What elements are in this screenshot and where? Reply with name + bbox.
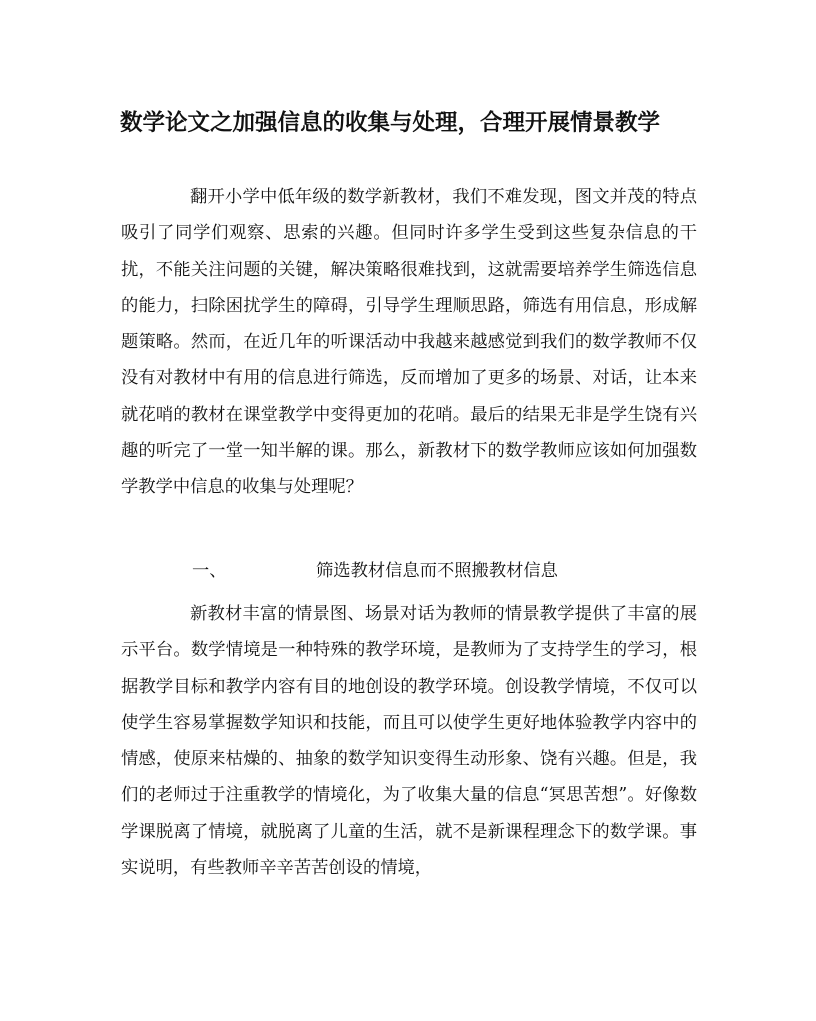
body-paragraph: 翻开小学中低年级的数学新教材，我们不难发现，图文并茂的特点吸引了同学们观察、思索的兴趣。但同时许多学生受到这些复杂信息的干扰，不能关注问题的关键，解决策略很难找到，这就需要培养学生筛选信息的能力，扫除困扰学生的障碍，引导学生理顺思路，筛选有用信息，形成解题策略。然而，在近几年的听课活动中我越来越感觉到我们的数学教师不仅没有对教材中有用的信息进行筛选，反而增加了更多的场景、对话，让本来就花哨的教材在课堂教学中变得更加的花哨。最后的结果无非是学生饶有兴趣的听完了一堂一知半解的课。那么，新教材下的数学教师应该如何加强数学教学中信息的收集与处理呢？ — [121, 187, 697, 498]
section-number: 一、 — [192, 561, 227, 581]
section-heading-text: 筛选教材信息而不照搬教材信息 — [316, 561, 558, 581]
body-paragraph: 新教材丰富的情景图、场景对话为教师的情景教学提供了丰富的展示平台。数学情境是一种特殊的教学环境，是教师为了支持学生的学习，根据教学目标和教学内容有目的地创设的教学环境。创设教学情境，不仅可以使学生容易掌握数学知识和技能，而且可以使学生更好地体验教学内容中的情感，使原来枯燥的、抽象的数学知识变得生动形象、饶有兴趣。但是，我们的老师过于注重教学的情境化，为了收集大量的信息“冥思苦想”。好像数学课脱离了情境，就脱离了儿童的生活，就不是新课程理念下的数学课。事实说明，有些教师辛辛苦苦创设的情境， — [121, 604, 697, 879]
document-title: 数学论文之加强信息的收集与处理，合理开展情景教学 — [120, 110, 661, 136]
